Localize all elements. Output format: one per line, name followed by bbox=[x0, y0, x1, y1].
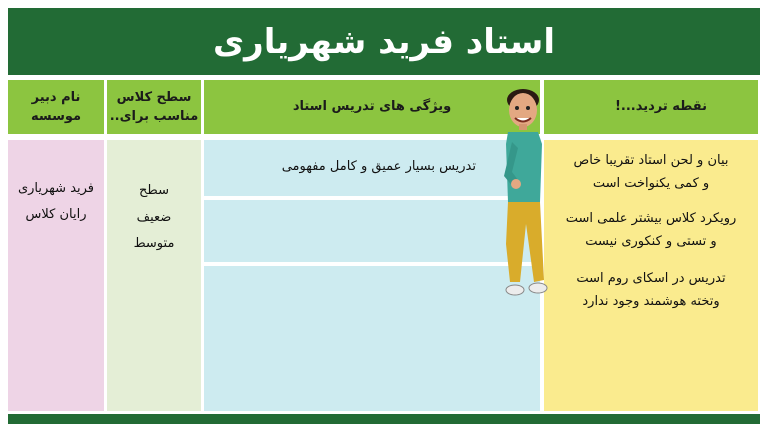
header-level bbox=[107, 80, 201, 134]
doubt-item bbox=[544, 208, 758, 254]
page-title: استاد فرید شهریاری bbox=[213, 21, 555, 62]
doubt-line: بیان و لحن استاد تقریبا خاص bbox=[573, 153, 729, 168]
feature-cell bbox=[204, 266, 540, 411]
header-doubt bbox=[544, 80, 758, 134]
footer-bar bbox=[8, 414, 760, 424]
doubt-line: و کمی یکنواخت است bbox=[592, 175, 710, 191]
doubt-column bbox=[544, 140, 758, 411]
doubt-line: وتخته هوشمند وجود ندارد bbox=[582, 293, 720, 309]
header-level-line2: مناسب برای.. bbox=[109, 109, 199, 124]
feature-text: تدریس بسیار عمیق و کامل مفهومی bbox=[281, 159, 476, 174]
header-features-label: ویژگی های تدریس استاد bbox=[292, 99, 452, 115]
header-teacher-line1: نام دبیر bbox=[31, 89, 81, 105]
header-level-line1: سطح کلاس bbox=[116, 89, 192, 105]
level-column bbox=[107, 140, 201, 411]
doubt-line: و تستی و کنکوری نیست bbox=[585, 233, 717, 249]
teacher-institute: رایان کلاس bbox=[25, 207, 87, 222]
features-column bbox=[204, 140, 540, 411]
level-label: سطح bbox=[139, 183, 169, 198]
title-bar bbox=[8, 8, 760, 75]
header-teacher-line2: موسسه bbox=[30, 109, 82, 124]
feature-cell bbox=[204, 200, 540, 262]
level-item: متوسط bbox=[133, 236, 175, 252]
feature-cell bbox=[204, 140, 540, 196]
doubt-line: رویکرد کلاس بیشتر علمی است bbox=[565, 211, 737, 226]
teacher-column bbox=[8, 140, 104, 411]
level-item: ضعیف bbox=[136, 209, 172, 225]
doubt-line: تدریس در اسکای روم است bbox=[576, 271, 726, 286]
teacher-caricature-image bbox=[496, 84, 556, 304]
header-features bbox=[204, 80, 540, 134]
header-teacher bbox=[8, 80, 104, 134]
doubt-item bbox=[544, 268, 758, 314]
teacher-name: فرید شهریاری bbox=[17, 181, 95, 196]
header-doubt-label: نقطه تردید...! bbox=[614, 99, 708, 115]
doubt-item bbox=[544, 150, 758, 196]
pants-shape bbox=[506, 202, 544, 282]
